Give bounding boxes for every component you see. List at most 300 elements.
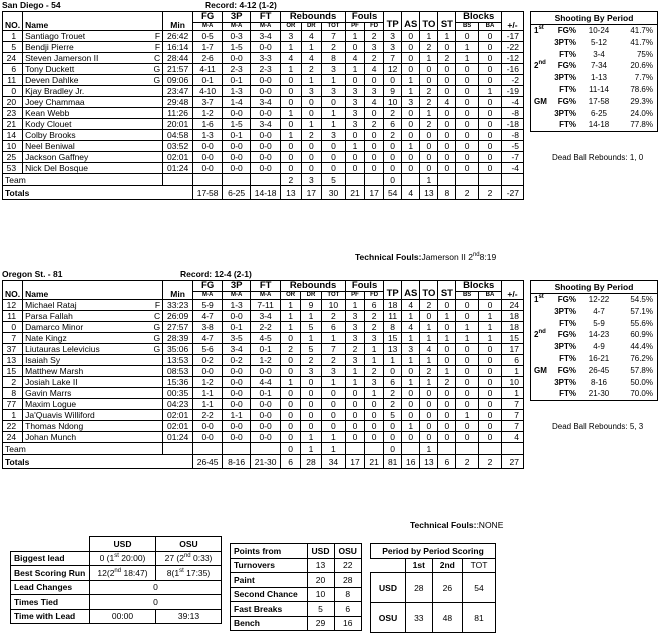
col-rebounds: Rebounds	[281, 281, 346, 292]
player-tp: 0	[384, 366, 402, 377]
player-pm: 4	[502, 432, 524, 443]
player-tot: 3	[322, 64, 346, 75]
player-bs: 0	[456, 152, 478, 163]
shooting-pct: 41.7%	[630, 37, 653, 47]
shooting-made-att: 21-30	[588, 389, 610, 399]
shooting-label: FG%	[557, 330, 576, 340]
player-row	[3, 141, 524, 152]
player-number: 5	[3, 42, 23, 53]
col-sub-pf: PF	[345, 292, 364, 300]
player-to: 1	[420, 31, 438, 42]
player-pm: -2	[502, 75, 524, 86]
gamestats-row	[11, 609, 222, 624]
player-name-cell	[23, 31, 163, 42]
player-tot: 0	[321, 388, 345, 399]
tech-sup: nd	[472, 252, 480, 258]
player-name-cell	[23, 366, 163, 377]
player-name: Parsa Fallah	[25, 311, 73, 321]
player-pf: 1	[345, 31, 364, 42]
player-or: 0	[281, 399, 301, 410]
shooting-row	[531, 353, 657, 365]
totals-fd: 17	[365, 186, 384, 200]
shooting-pct: 54.5%	[630, 295, 653, 304]
shooting-label: FT%	[559, 120, 576, 130]
shooting-label: 3PT%	[554, 306, 576, 316]
player-pf: 3	[345, 333, 364, 344]
player-as: 1	[402, 333, 420, 344]
player-tp: 1	[384, 355, 402, 366]
player-fg: 1-1	[193, 399, 223, 410]
player-fg: 0-0	[193, 141, 223, 152]
col-sub-pf: PF	[345, 23, 364, 31]
shooting-period-sup: nd	[538, 60, 546, 67]
player-tot: 7	[321, 344, 345, 355]
player-min: 01:24	[163, 163, 193, 174]
player-or: 0	[281, 97, 301, 108]
player-pm: -8	[502, 130, 524, 141]
totals-ft: 14-18	[251, 186, 281, 200]
player-or: 0	[281, 119, 301, 130]
player-to: 0	[420, 163, 438, 174]
player-as: 0	[402, 42, 420, 53]
team-to: 1	[420, 443, 438, 455]
totals-st: 6	[438, 455, 456, 469]
pointsfrom-row	[231, 573, 362, 588]
shooting-made-att: 5-12	[590, 37, 607, 47]
player-pm: -17	[502, 31, 524, 42]
player-fg: 1-2	[193, 377, 223, 388]
shooting-label: FT%	[559, 49, 576, 59]
player-name-cell	[23, 152, 163, 163]
player-ft: 2-2	[251, 322, 281, 333]
player-name: Neel Beniwal	[25, 141, 75, 151]
player-as: 1	[402, 75, 420, 86]
player-bs: 1	[456, 333, 478, 344]
tech-time: 8:19	[479, 252, 497, 262]
player-ft: 4-4	[251, 377, 281, 388]
col-sub-or: OR	[281, 23, 301, 31]
player-bs: 1	[456, 42, 478, 53]
shooting-period-num: 1	[534, 26, 539, 35]
pointsfrom-label: Second Chance	[231, 587, 308, 602]
player-st: 0	[438, 388, 456, 399]
player-to: 1	[420, 322, 438, 333]
player-pf: 0	[345, 163, 364, 174]
shooting-period	[534, 294, 544, 306]
totals-to: 13	[420, 186, 438, 200]
player-ft: 0-0	[251, 75, 281, 86]
player-number: 1	[3, 31, 23, 42]
player-number: 7	[3, 333, 23, 344]
player-pm: -4	[502, 163, 524, 174]
col-min: Min	[163, 281, 193, 300]
team-row-empty	[438, 443, 456, 455]
player-tp: 3	[384, 31, 402, 42]
player-min: 35:06	[163, 344, 193, 355]
player-number: 15	[3, 366, 23, 377]
shooting-made-att: 6-25	[590, 108, 607, 118]
player-position: G	[153, 344, 161, 354]
player-row	[3, 399, 524, 410]
player-ft: 0-0	[251, 42, 281, 53]
shooting-made-att: 5-9	[593, 318, 605, 328]
shooting-made-att: 14-23	[588, 330, 610, 340]
player-st: 1	[438, 311, 456, 322]
pointsfrom-row	[231, 602, 362, 617]
player-fd: 0	[365, 75, 384, 86]
col-sub-ma: M-A	[251, 292, 281, 300]
shooting-period	[534, 96, 547, 108]
player-fd: 2	[365, 322, 384, 333]
shooting-made-att: 14-18	[588, 120, 610, 130]
shooting-made-att: 17-58	[588, 96, 610, 106]
player-to: 1	[420, 108, 438, 119]
player-bs: 0	[456, 311, 478, 322]
player-ft: 0-1	[251, 344, 281, 355]
player-tp3: 1-1	[223, 410, 251, 421]
team-row-empty	[456, 174, 478, 186]
player-name-cell	[23, 53, 163, 64]
player-tp3: 3-5	[223, 333, 251, 344]
player-number: 24	[3, 432, 23, 443]
shooting-label: FG%	[557, 61, 576, 71]
shooting-pct: 20.6%	[630, 61, 653, 71]
gamestats-label: Best Scoring Run	[11, 566, 90, 581]
period-2nd: 26	[432, 573, 462, 603]
team-row-empty	[478, 174, 501, 186]
player-name-cell	[23, 75, 163, 86]
player-tot: 0	[321, 410, 345, 421]
pointsfrom-row	[231, 616, 362, 631]
player-dr: 0	[301, 108, 321, 119]
player-name: Liutauras Lelevicius	[25, 344, 100, 354]
player-pf: 1	[345, 300, 364, 311]
player-name-cell	[23, 399, 163, 410]
player-fg: 5-6	[193, 344, 223, 355]
shooting-made-att: 4-9	[593, 342, 605, 352]
col-tp: TP	[384, 281, 402, 300]
player-tp: 2	[384, 399, 402, 410]
player-tp3: 0-0	[223, 388, 251, 399]
player-dr: 5	[301, 322, 322, 333]
team1-shooting-by-period	[530, 11, 658, 132]
gamestats-row	[11, 551, 222, 566]
totals-fd: 21	[365, 455, 384, 469]
player-tp: 0	[384, 141, 402, 152]
col-fouls: Fouls	[345, 12, 383, 23]
shooting-pct: 70.0%	[630, 389, 653, 399]
col-blocks: Blocks	[456, 281, 502, 292]
period-head-2nd: 2nd	[432, 558, 462, 573]
player-dr: 4	[301, 31, 321, 42]
pointsfrom-osu: 8	[334, 587, 362, 602]
player-to: 2	[420, 300, 438, 311]
player-min: 28:44	[163, 53, 193, 64]
player-or: 0	[281, 421, 301, 432]
player-or: 0	[281, 333, 301, 344]
player-pm: 7	[502, 410, 524, 421]
shooting-period	[534, 365, 547, 377]
team-or: 2	[281, 174, 301, 186]
player-tp3: 0-0	[223, 311, 251, 322]
team-row-empty	[345, 174, 364, 186]
player-ft: 0-0	[251, 410, 281, 421]
pointsfrom-osu: 28	[334, 573, 362, 588]
player-name-cell	[23, 108, 163, 119]
player-tp: 6	[384, 119, 402, 130]
col-sub-tot: TOT	[322, 23, 346, 31]
player-name: Michael Rataj	[25, 300, 77, 310]
player-ba: 0	[478, 42, 501, 53]
col-sub-ma: M-A	[193, 23, 223, 31]
player-tp3: 0-0	[223, 141, 251, 152]
player-row	[3, 31, 524, 42]
player-fg: 0-1	[193, 75, 223, 86]
player-name-cell	[23, 311, 163, 322]
player-row	[3, 421, 524, 432]
player-fg: 1-3	[193, 130, 223, 141]
player-pm: -12	[502, 53, 524, 64]
gamestats-value: 0	[90, 580, 222, 595]
tech-label: Technical Fouls:	[410, 520, 477, 530]
player-row	[3, 108, 524, 119]
gamestats-corner	[11, 537, 90, 552]
pointsfrom-label: Bench	[231, 616, 308, 631]
shooting-row	[531, 329, 657, 341]
player-fd: 4	[365, 64, 384, 75]
col-min: Min	[163, 12, 193, 31]
player-ba: 0	[478, 355, 501, 366]
player-number: 0	[3, 322, 23, 333]
totals-tp3: 8-16	[223, 455, 251, 469]
player-tot: 1	[321, 432, 345, 443]
player-st: 2	[438, 377, 456, 388]
player-bs: 0	[456, 399, 478, 410]
player-min: 04:23	[163, 399, 193, 410]
player-ft: 0-0	[251, 421, 281, 432]
shooting-pct: 44.4%	[630, 342, 653, 352]
player-to: 4	[420, 344, 438, 355]
player-to: 1	[420, 53, 438, 64]
totals-tot: 30	[322, 186, 346, 200]
pointsfrom-usd: 13	[307, 558, 334, 573]
player-tot: 1	[322, 119, 346, 130]
player-min: 26:42	[163, 31, 193, 42]
team2-shooting-by-period	[530, 280, 658, 401]
player-fd: 3	[365, 86, 384, 97]
totals-bs: 2	[456, 186, 478, 200]
player-tot: 1	[321, 377, 345, 388]
gamestats-usd-sup: st	[114, 553, 119, 560]
totals-ft: 21-30	[251, 455, 281, 469]
player-pm: -22	[502, 42, 524, 53]
player-pm: 7	[502, 399, 524, 410]
shooting-row	[531, 365, 657, 377]
totals-tp: 54	[384, 186, 402, 200]
shooting-made-att: 7-34	[590, 61, 607, 71]
player-tp3: 0-1	[223, 75, 251, 86]
player-name: Kean Webb	[25, 108, 70, 118]
player-st: 0	[438, 163, 456, 174]
player-row	[3, 75, 524, 86]
player-as: 1	[402, 311, 420, 322]
col-blocks: Blocks	[456, 12, 502, 23]
col-3p: 3P	[223, 281, 251, 292]
player-pf: 0	[345, 152, 364, 163]
player-or: 0	[281, 355, 301, 366]
player-tp3: 0-0	[223, 377, 251, 388]
player-min: 03:52	[163, 141, 193, 152]
player-pf: 1	[345, 141, 364, 152]
gamestats-label: Times Tied	[11, 595, 90, 610]
col-st: ST	[438, 12, 456, 31]
gamestats-value: 0	[90, 595, 222, 610]
player-number: 8	[3, 388, 23, 399]
totals-dr: 17	[301, 186, 321, 200]
points-from-table	[230, 543, 362, 631]
player-fg: 2-2	[193, 410, 223, 421]
player-pf: 1	[345, 366, 364, 377]
player-as: 1	[402, 355, 420, 366]
player-ba: 0	[478, 410, 501, 421]
player-or: 0	[281, 75, 301, 86]
player-or: 4	[281, 53, 301, 64]
player-bs: 0	[456, 97, 478, 108]
player-name-cell	[23, 377, 163, 388]
team-row-empty	[365, 443, 384, 455]
gamestats-usd	[90, 551, 156, 566]
player-tp: 0	[384, 163, 402, 174]
gamestats-osu	[156, 566, 222, 581]
player-name: Santiago Trouet	[25, 31, 86, 41]
player-bs: 0	[456, 108, 478, 119]
player-fd: 0	[365, 432, 384, 443]
player-name-cell	[23, 421, 163, 432]
shooting-pct: 57.8%	[630, 365, 653, 375]
player-name-cell	[23, 388, 163, 399]
player-min: 23:47	[163, 86, 193, 97]
gamestats-osu	[156, 551, 222, 566]
player-position: G	[153, 333, 161, 343]
shooting-made-att: 11-14	[589, 84, 609, 94]
totals-pm: 27	[502, 455, 524, 469]
period-head-1st: 1st	[406, 558, 433, 573]
player-pf: 0	[345, 388, 364, 399]
pointsfrom-usd: 20	[307, 573, 334, 588]
player-dr: 0	[301, 141, 321, 152]
player-st: 1	[438, 31, 456, 42]
player-fd: 1	[365, 355, 384, 366]
team1-record: Record: 4-12 (1-2)	[205, 0, 277, 10]
player-bs: 0	[456, 421, 478, 432]
player-tp: 3	[384, 42, 402, 53]
player-or: 3	[281, 31, 301, 42]
player-or: 1	[281, 300, 301, 311]
player-min: 15:36	[163, 377, 193, 388]
totals-or: 6	[281, 455, 301, 469]
player-pm: 18	[502, 311, 524, 322]
player-st: 0	[438, 75, 456, 86]
shooting-pct: 78.6%	[630, 84, 653, 94]
player-min: 16:14	[163, 42, 193, 53]
player-to: 2	[420, 119, 438, 130]
player-ft: 0-0	[251, 366, 281, 377]
player-tot: 2	[321, 355, 345, 366]
player-name-cell	[23, 64, 163, 75]
player-as: 0	[402, 366, 420, 377]
shooting-made-att: 1-13	[590, 73, 607, 83]
player-ft: 3-4	[251, 31, 281, 42]
player-row	[3, 152, 524, 163]
player-fd: 2	[365, 366, 384, 377]
team-row-empty	[251, 443, 281, 455]
shooting-pct: 55.6%	[630, 318, 653, 328]
player-tot: 6	[321, 322, 345, 333]
pointsfrom-usd: 29	[307, 616, 334, 631]
player-or: 0	[281, 86, 301, 97]
player-tp: 0	[384, 152, 402, 163]
shooting-row	[531, 25, 657, 37]
player-bs: 0	[456, 377, 478, 388]
col-to: TO	[420, 12, 438, 31]
pointsfrom-usd: 10	[307, 587, 334, 602]
col-sub-ma: M-A	[223, 23, 251, 31]
player-as: 3	[402, 97, 420, 108]
player-st: 0	[438, 64, 456, 75]
player-min: 21:57	[163, 64, 193, 75]
player-st: 0	[438, 152, 456, 163]
player-ba: 0	[478, 300, 501, 311]
player-number: 25	[3, 152, 23, 163]
player-row	[3, 119, 524, 130]
player-dr: 1	[301, 75, 321, 86]
player-tp: 2	[384, 108, 402, 119]
shooting-label: FT%	[559, 389, 576, 399]
team1-technical-fouls	[355, 252, 496, 262]
team2-boxscore-table	[2, 280, 524, 469]
pointsfrom-label: Fast Breaks	[231, 602, 308, 617]
player-tot: 0	[322, 152, 346, 163]
player-tp: 5	[384, 410, 402, 421]
player-pf: 2	[345, 344, 364, 355]
player-pf: 0	[345, 42, 364, 53]
player-to: 0	[420, 421, 438, 432]
totals-label: Totals	[3, 186, 193, 200]
team-row-empty	[345, 443, 364, 455]
player-fg: 0-0	[193, 432, 223, 443]
shooting-label: 3PT%	[554, 342, 576, 352]
player-pf: 0	[345, 130, 364, 141]
player-tp3: 0-0	[223, 53, 251, 64]
player-min: 02:01	[163, 410, 193, 421]
col-no: NO.	[3, 281, 23, 300]
team-row-empty	[438, 174, 456, 186]
shooting-period-num: 1	[534, 295, 539, 304]
col-name: Name	[23, 12, 163, 31]
player-as: 4	[402, 322, 420, 333]
player-as: 0	[402, 130, 420, 141]
team-row-empty	[163, 174, 193, 186]
player-min: 20:01	[163, 119, 193, 130]
shooting-pct: 24.0%	[630, 108, 653, 118]
player-ft: 0-0	[251, 163, 281, 174]
player-as: 4	[402, 300, 420, 311]
player-tot: 10	[321, 300, 345, 311]
player-name: Joey Chammaa	[25, 97, 85, 107]
player-pm: -16	[502, 64, 524, 75]
shooting-label: FG%	[557, 26, 576, 35]
player-ft: 7-11	[251, 300, 281, 311]
